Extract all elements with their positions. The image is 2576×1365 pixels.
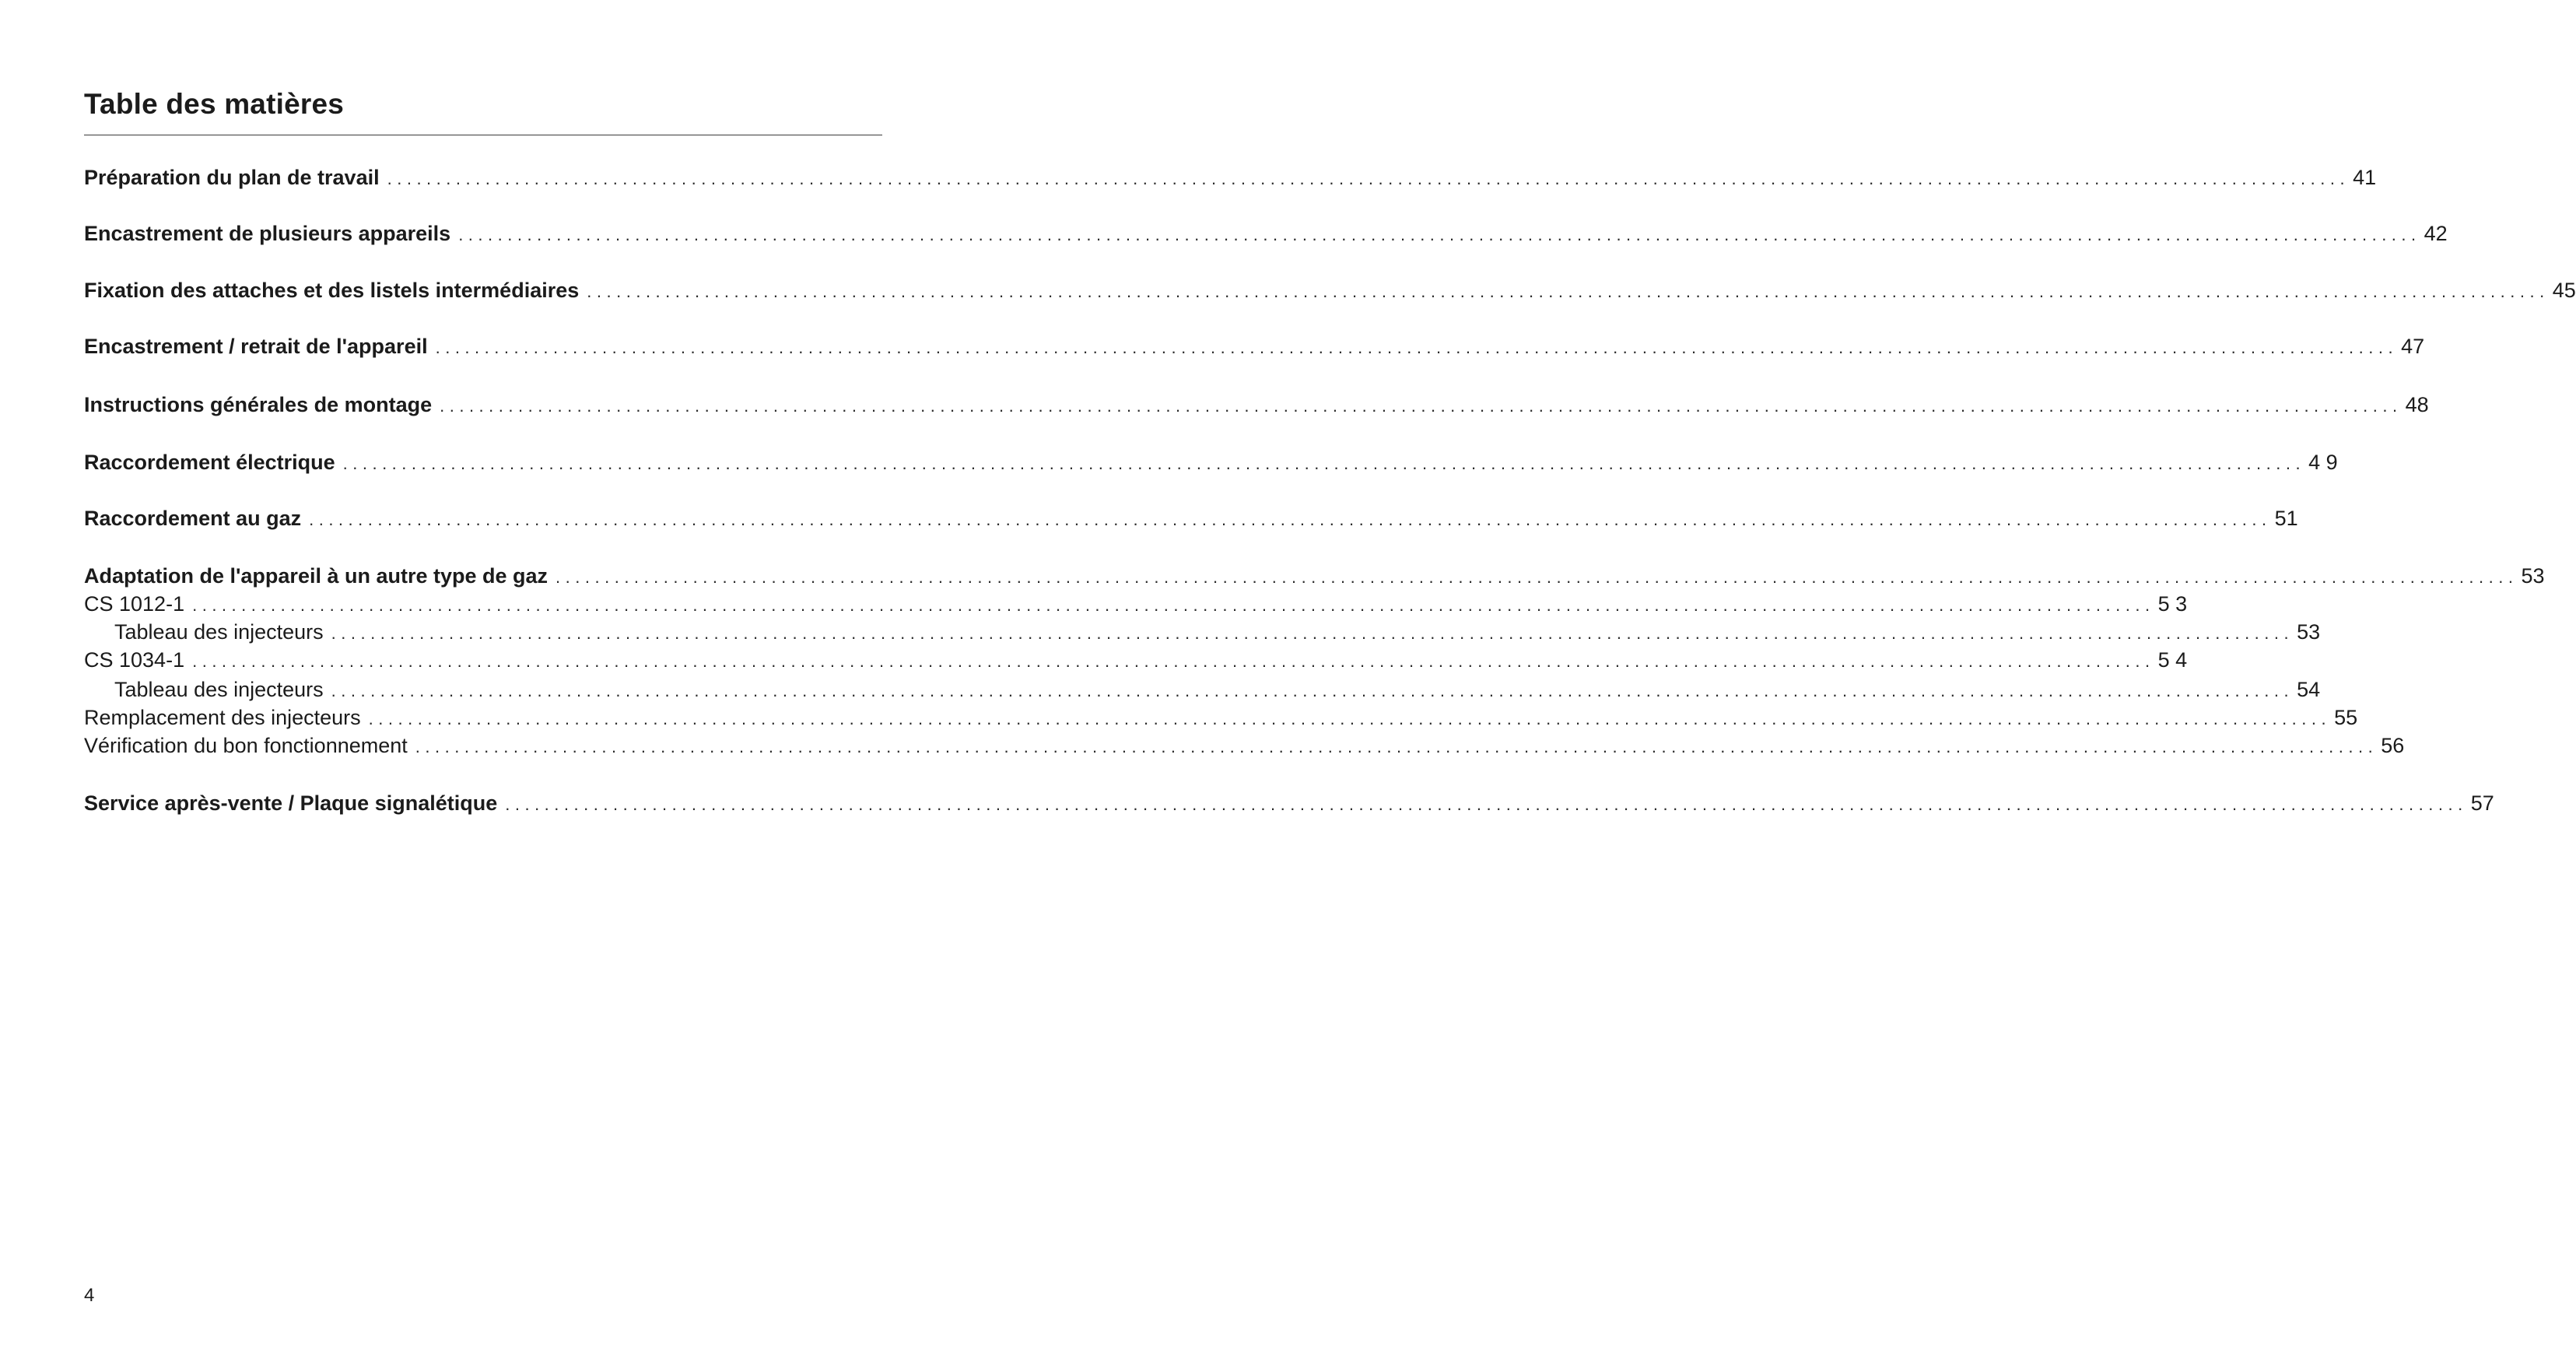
- dot-leader: ........................................................................................................................................................................................................: [368, 709, 2332, 728]
- toc-entry-page: 57: [2470, 791, 2494, 815]
- toc-entry-page: 5 4: [2157, 648, 2188, 672]
- toc-entry-encastrement-retrait[interactable]: [84, 332, 2425, 360]
- dot-leader: ........................................................................................................................................................................................................: [387, 169, 2350, 188]
- dot-leader: ........................................................................................................................................................................................................: [415, 737, 2378, 756]
- toc-entry-service-apres-vente[interactable]: [84, 789, 2494, 817]
- toc-entry-preparation-plan-travail[interactable]: [84, 163, 2377, 191]
- toc-entry-cs-1012-1[interactable]: [84, 590, 2188, 618]
- dot-leader: ........................................................................................................................................................................................................: [440, 396, 2403, 416]
- toc-entry-raccordement-electrique[interactable]: [84, 448, 2338, 476]
- toc-entry-tableau-injecteurs-1034[interactable]: [84, 675, 2321, 704]
- table-of-contents: [84, 0, 2576, 1365]
- toc-entry-label: Raccordement électrique: [84, 451, 335, 474]
- toc-entry-page: 42: [2424, 222, 2448, 245]
- toc-entry-page: 56: [2381, 734, 2405, 757]
- dot-leader: ........................................................................................................................................................................................................: [331, 623, 2294, 643]
- dot-leader: ........................................................................................................................................................................................................: [435, 338, 2399, 357]
- toc-entry-label: Raccordement au gaz: [84, 507, 302, 530]
- toc-entry-label: CS 1034-1: [84, 648, 185, 672]
- toc-entry-label: Adaptation de l'appareil à un autre type de gaz: [84, 564, 548, 588]
- dot-leader: ........................................................................................................................................................................................................: [192, 651, 2155, 671]
- toc-entry-instructions-montage[interactable]: [84, 391, 2429, 419]
- dot-leader: ........................................................................................................................................................................................................: [458, 225, 2421, 244]
- toc-entry-remplacement-injecteurs[interactable]: [84, 704, 2358, 732]
- toc-entry-label: Instructions générales de montage: [84, 393, 433, 416]
- toc-entry-label: Vérification du bon fonctionnement: [84, 734, 408, 757]
- toc-entry-page: 47: [2401, 335, 2425, 358]
- dot-leader: ........................................................................................................................................................................................................: [556, 567, 2518, 587]
- toc-entry-label: CS 1012-1: [84, 592, 185, 616]
- toc-entry-page: 54: [2297, 678, 2321, 701]
- toc-entry-fixation-attaches[interactable]: [84, 276, 2576, 304]
- toc-entry-label: Tableau des injecteurs: [114, 678, 324, 701]
- toc-entry-label: Encastrement de plusieurs appareils: [84, 222, 451, 245]
- toc-entry-label: Préparation du plan de travail: [84, 166, 380, 189]
- toc-entry-page: 4 9: [2308, 451, 2338, 474]
- toc-entry-label: Encastrement / retrait de l'appareil: [84, 335, 428, 358]
- toc-entry-verification-fonctionnement[interactable]: [84, 732, 2405, 760]
- toc-entry-label: Fixation des attaches et des listels intermédiaires: [84, 279, 580, 302]
- dot-leader: ........................................................................................................................................................................................................: [192, 595, 2155, 615]
- toc-entry-label: Remplacement des injecteurs: [84, 706, 361, 729]
- page-title: Table des matières: [84, 88, 345, 120]
- dot-leader: ........................................................................................................................................................................................................: [309, 510, 2272, 529]
- toc-entry-label: Service après-vente / Plaque signalétique: [84, 791, 498, 815]
- toc-entry-raccordement-gaz[interactable]: [84, 504, 2298, 532]
- toc-entry-page: 51: [2274, 507, 2298, 530]
- toc-entry-encastrement-plusieurs-appareils[interactable]: [84, 219, 2448, 247]
- dot-leader: ........................................................................................................................................................................................................: [587, 282, 2550, 301]
- toc-entry-page: 53: [2297, 620, 2321, 644]
- toc-entry-page: 55: [2334, 706, 2358, 729]
- toc-entry-tableau-injecteurs-1012[interactable]: [84, 618, 2321, 646]
- dot-leader: ........................................................................................................................................................................................................: [505, 795, 2468, 814]
- toc-entry-page: 48: [2405, 393, 2429, 416]
- dot-leader: ........................................................................................................................................................................................................: [342, 454, 2306, 473]
- toc-entry-adaptation-gaz[interactable]: [84, 562, 2545, 590]
- toc-entry-page: 45: [2552, 279, 2576, 302]
- page-number: 4: [84, 1285, 95, 1306]
- toc-entry-label: Tableau des injecteurs: [114, 620, 324, 644]
- toc-entry-page: 5 3: [2157, 592, 2188, 616]
- dot-leader: ........................................................................................................................................................................................................: [331, 681, 2294, 700]
- toc-entry-cs-1034-1[interactable]: [84, 646, 2188, 674]
- toc-entry-page: 41: [2353, 166, 2377, 189]
- toc-entry-page: 53: [2521, 564, 2545, 588]
